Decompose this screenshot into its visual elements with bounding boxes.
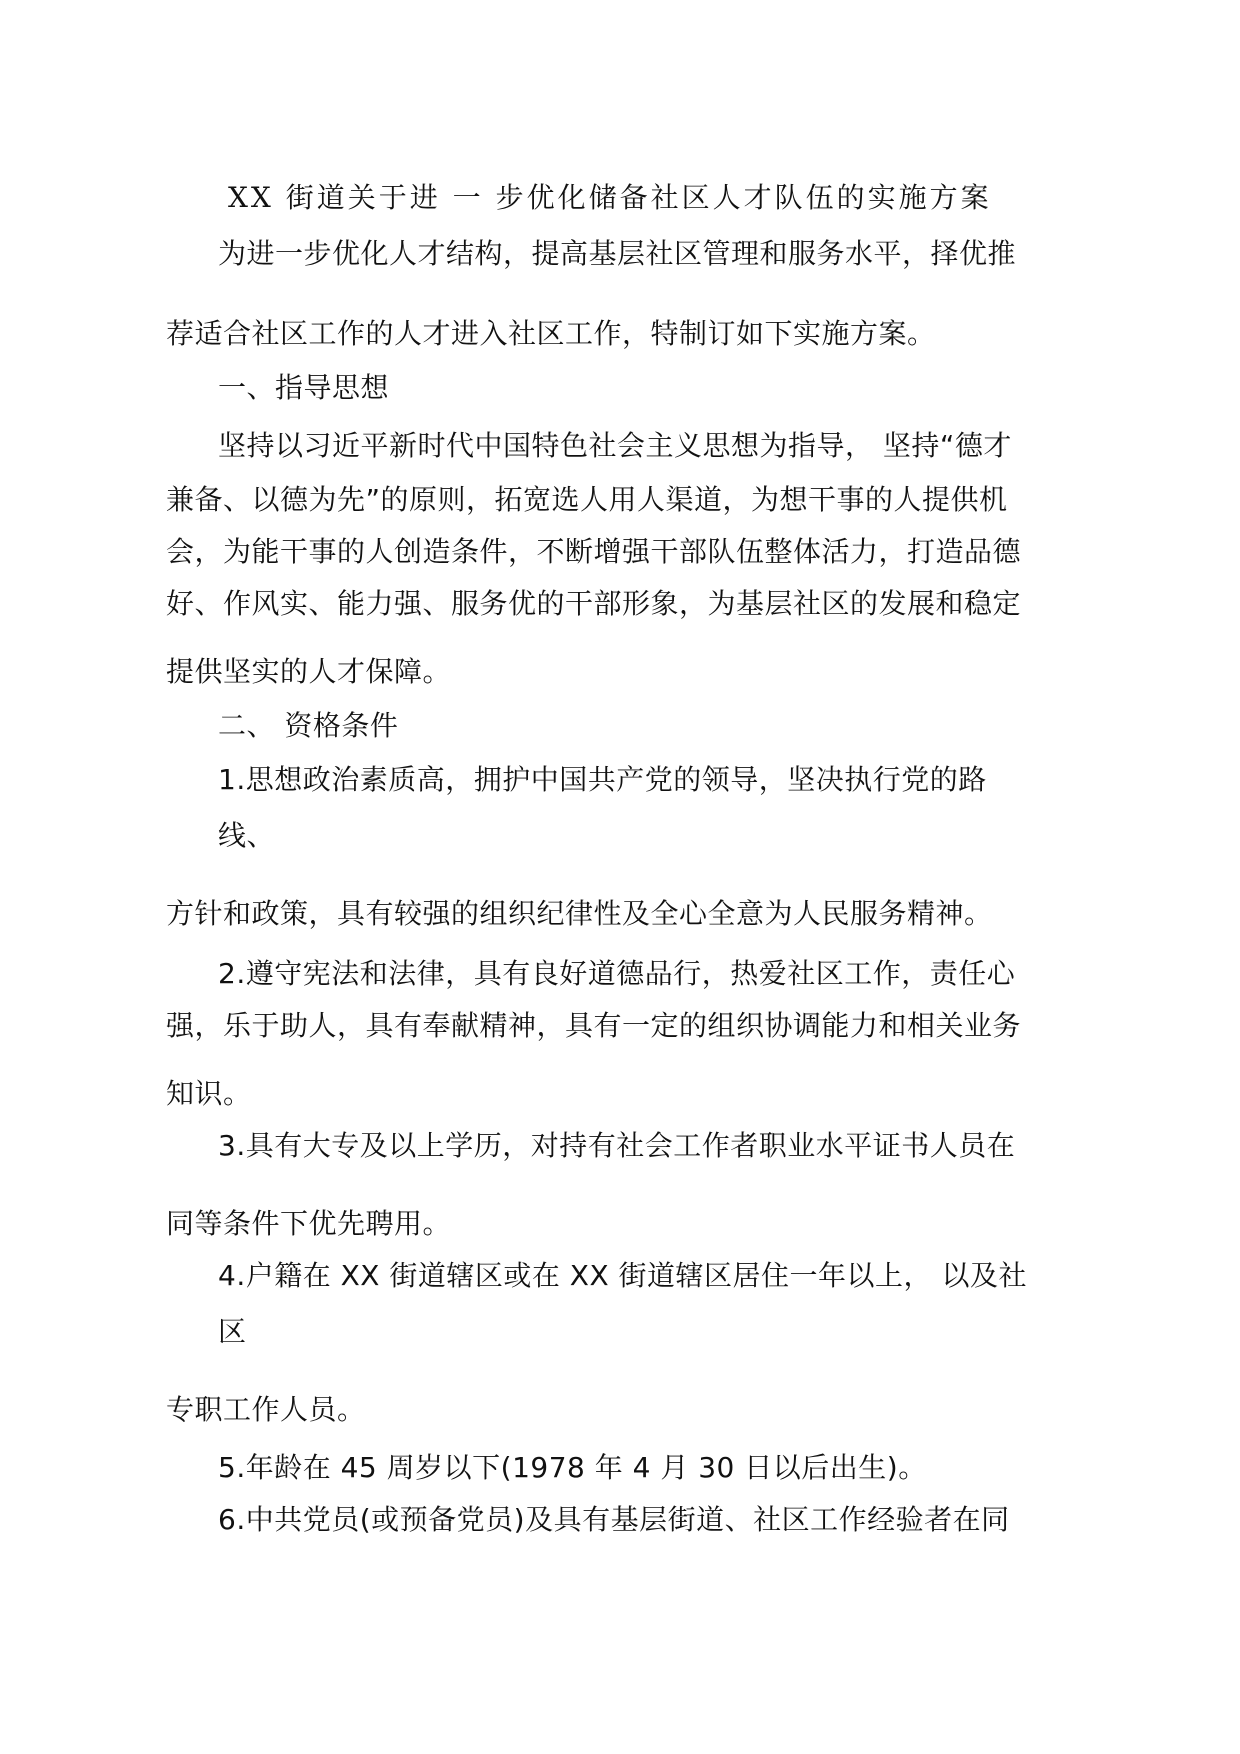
- paragraph-line: 4.户籍在 XX 街道辖区或在 XX 街道辖区居住一年以上， 以及社: [218, 1259, 1027, 1292]
- paragraph-line: 5.年龄在 45 周岁以下(1978 年 4 月 30 日以后出生)。: [218, 1451, 927, 1484]
- paragraph-line: 1.思想政治素质高，拥护中国共产党的领导，坚决执行党的路: [218, 763, 987, 796]
- paragraph-line: 会，为能干事的人创造条件，不断增强干部队伍整体活力，打造品德: [166, 535, 1022, 568]
- paragraph-line: 知识。: [166, 1077, 252, 1110]
- section-heading: 二、 资格条件: [218, 709, 399, 742]
- paragraph-line: 方针和政策，具有较强的组织纪律性及全心全意为人民服务精神。: [166, 897, 993, 930]
- paragraph-line: 强，乐于助人，具有奉献精神，具有一定的组织协调能力和相关业务: [166, 1009, 1022, 1042]
- paragraph-line: 6.中共党员(或预备党员)及具有基层街道、社区工作经验者在同: [218, 1503, 1010, 1536]
- paragraph-line: 提供坚实的人才保障。: [166, 655, 452, 688]
- paragraph-line: 兼备、以德为先”的原则，拓宽选人用人渠道，为想干事的人提供机: [166, 483, 1008, 516]
- paragraph-line: 同等条件下优先聘用。: [166, 1207, 452, 1240]
- paragraph-line: 为进一步优化人才结构，提高基层社区管理和服务水平，择优推: [218, 237, 1017, 270]
- paragraph-line: 3.具有大专及以上学历，对持有社会工作者职业水平证书人员在: [218, 1129, 1016, 1162]
- paragraph-line: 2.遵守宪法和法律，具有良好道德品行，热爱社区工作，责任心: [218, 957, 1016, 990]
- paragraph-line: 坚持以习近平新时代中国特色社会主义思想为指导， 坚持“德才: [218, 429, 1012, 462]
- paragraph-line: 好、作风实、能力强、服务优的干部形象，为基层社区的发展和稳定: [166, 587, 1022, 620]
- section-heading: 一、指导思想: [218, 371, 390, 404]
- paragraph-line: 专职工作人员。: [166, 1393, 366, 1426]
- paragraph-line: 区: [218, 1315, 247, 1348]
- paragraph-line: 荐适合社区工作的人才进入社区工作，特制订如下实施方案。: [166, 317, 936, 350]
- document-title: XX 街道关于进 一 步优化储备社区人才队伍的实施方案: [228, 181, 992, 214]
- paragraph-line: 线、: [218, 819, 276, 852]
